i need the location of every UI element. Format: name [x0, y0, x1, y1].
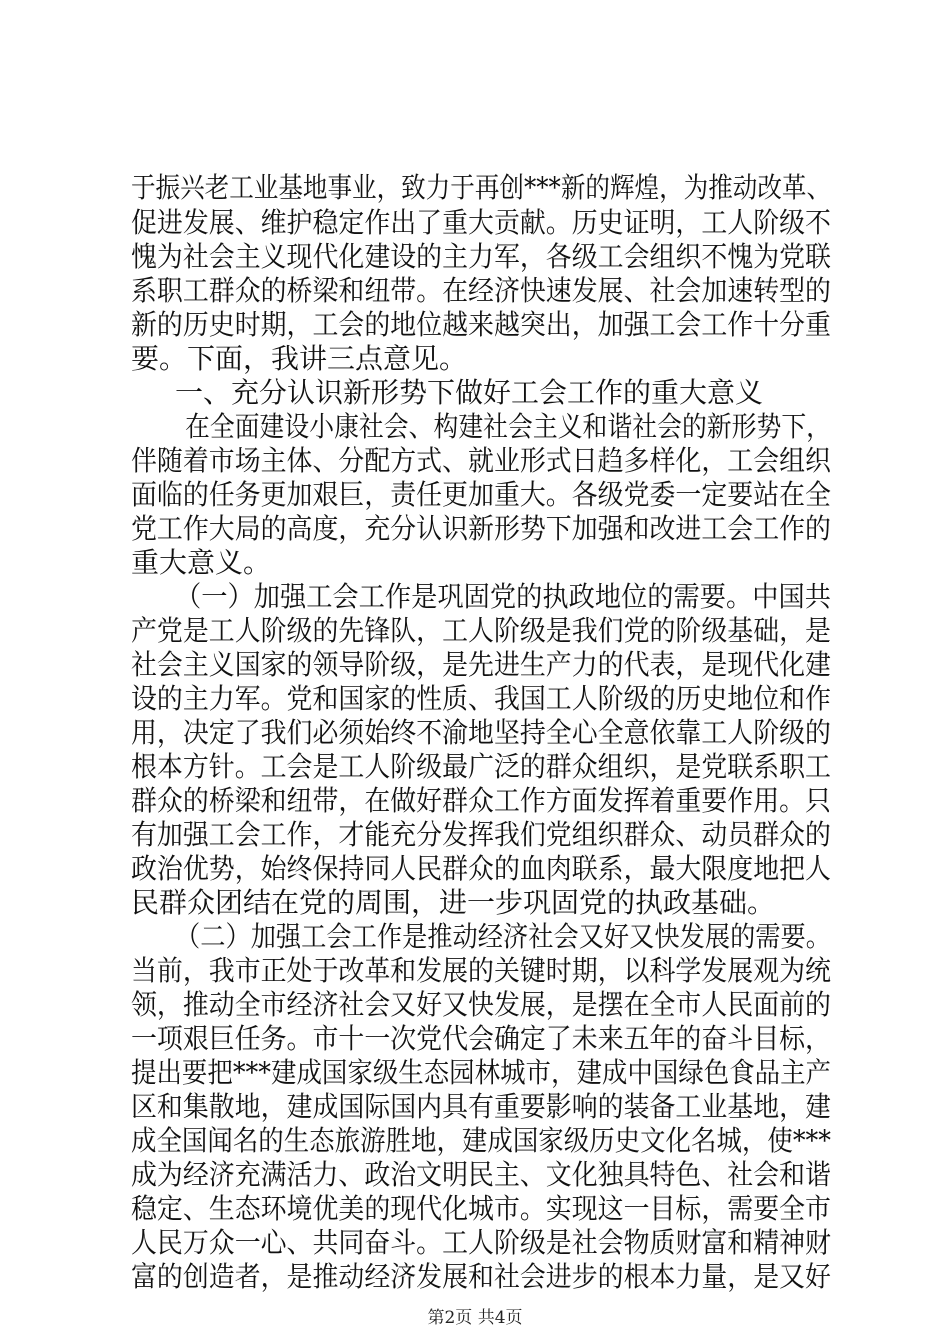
body-text-line: 伴随着市场主体、分配方式、就业形式日趋多样化，工会组织 [131, 444, 831, 477]
page-number-footer: 第2页 共4页 [427, 1308, 523, 1328]
subsection-line: （一）加强工会工作是巩固党的执政地位的需要。中国共 [175, 580, 831, 613]
body-text-line: 社会主义国家的领导阶级，是先进生产力的代表，是现代化建 [131, 648, 831, 681]
body-text-line: 在全面建设小康社会、构建社会主义和谐社会的新形势下， [185, 410, 832, 443]
body-text-line: 政治优势，始终保持同人民群众的血肉联系，最大限度地把人 [131, 852, 831, 885]
body-text-line: 重大意义。 [131, 546, 272, 579]
body-text-line: 有加强工会工作，才能充分发挥我们党组织群众、动员群众的 [131, 818, 831, 851]
body-text-line: 民群众团结在党的周围，进一步巩固党的执政基础。 [131, 886, 776, 919]
body-text-line: 愧为社会主义现代化建设的主力军，各级工会组织不愧为党联 [131, 240, 831, 273]
body-text-line: 稳定、生态环境优美的现代化城市。实现这一目标，需要全市 [131, 1192, 831, 1225]
body-text-line: 成全国闻名的生态旅游胜地，建成国家级历史文化名城，使*** [131, 1124, 832, 1157]
body-text-line: 根本方针。工会是工人阶级最广泛的群众组织，是党联系职工 [131, 750, 831, 783]
body-text-line: 面临的任务更加艰巨，责任更加重大。各级党委一定要站在全 [131, 478, 831, 511]
body-text-line: 富的创造者，是推动经济发展和社会进步的根本力量，是又好 [131, 1260, 831, 1293]
body-text-line: 党工作大局的高度，充分认识新形势下加强和改进工会工作的 [131, 512, 831, 545]
body-text-line: 领，推动全市经济社会又好又快发展，是摆在全市人民面前的 [131, 988, 831, 1021]
section-heading: 一、充分认识新形势下做好工会工作的重大意义 [175, 376, 764, 409]
body-text-line: 提出要把***建成国家级生态园林城市，建成中国绿色食品主产 [131, 1056, 832, 1089]
body-text-line: 用，决定了我们必须始终不渝地坚持全心全意依靠工人阶级的 [131, 716, 831, 749]
body-text-line: 区和集散地，建成国际国内具有重要影响的装备工业基地，建 [131, 1090, 831, 1123]
body-text-line: 设的主力军。党和国家的性质、我国工人阶级的历史地位和作 [131, 682, 831, 715]
body-text-line: 成为经济充满活力、政治文明民主、文化独具特色、社会和谐 [131, 1158, 831, 1191]
body-text-line: 于振兴老工业基地事业，致力于再创***新的辉煌，为推动改革、 [131, 171, 832, 204]
body-text-line: 一项艰巨任务。市十一次党代会确定了未来五年的奋斗目标， [131, 1022, 831, 1055]
body-text-line: 系职工群众的桥梁和纽带。在经济快速发展、社会加速转型的 [131, 274, 831, 307]
body-text-line: 要。下面，我讲三点意见。 [131, 342, 468, 375]
body-text-line: 产党是工人阶级的先锋队，工人阶级是我们党的阶级基础，是 [131, 614, 831, 647]
body-text-line: 促进发展、维护稳定作出了重大贡献。历史证明，工人阶级不 [131, 206, 831, 239]
subsection-line: （二）加强工会工作是推动经济社会又好又快发展的需要。 [175, 920, 832, 953]
body-text-line: 群众的桥梁和纽带，在做好群众工作方面发挥着重要作用。只 [131, 784, 831, 817]
body-text-line: 人民万众一心、共同奋斗。工人阶级是社会物质财富和精神财 [131, 1226, 831, 1259]
body-text-line: 新的历史时期，工会的地位越来越突出，加强工会工作十分重 [131, 308, 831, 341]
body-text-line: 当前，我市正处于改革和发展的关键时期，以科学发展观为统 [131, 954, 831, 987]
